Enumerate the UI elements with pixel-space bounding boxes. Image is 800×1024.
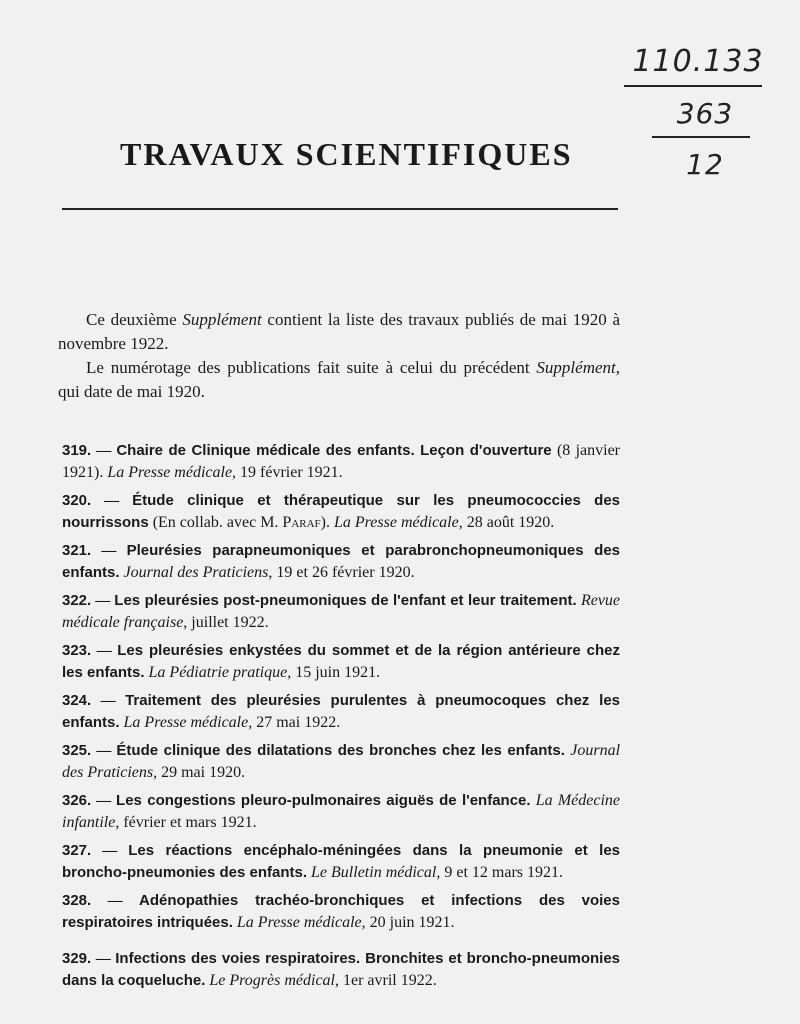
entry-title: Pleurésies parapneumoniques et parabronchopneumoniques des enfants. xyxy=(62,542,621,581)
entry-title: Adénopathies trachéo-bronchiques et infections des voies respiratoires intriquées. xyxy=(62,892,620,931)
entry-dash: — xyxy=(95,593,115,609)
entry-dash: — xyxy=(100,693,126,709)
intro-p2-em: Supplément xyxy=(536,358,616,377)
entry-post: , février et mars 1921. xyxy=(115,814,257,831)
entry-dash: — xyxy=(101,543,127,559)
publication-entry xyxy=(62,948,620,992)
entry-post: , 27 mai 1922. xyxy=(248,714,341,731)
entry-dash: — xyxy=(104,493,133,509)
intro-p2-b: , qui date de mai 1920. xyxy=(58,358,620,401)
title-divider xyxy=(62,208,618,210)
publication-entry xyxy=(62,840,620,884)
page-title: TRAVAUX SCIENTIFIQUES xyxy=(120,136,573,172)
entry-title: Étude clinique et thérapeutique sur les pneumococcies des nourrissons xyxy=(62,492,621,531)
entry-post: , 28 août 1920. xyxy=(458,514,555,531)
entry-source: Le Bulletin médical xyxy=(311,864,437,881)
entry-number: 319. xyxy=(62,442,92,459)
publication-entry xyxy=(62,690,620,734)
publication-entry xyxy=(62,440,620,484)
handwritten-rule-2 xyxy=(652,136,750,138)
entry-dash: — xyxy=(96,443,117,459)
entry-pre2: ). xyxy=(320,514,334,531)
handwritten-rule xyxy=(624,85,762,87)
publication-entry xyxy=(62,540,620,584)
entry-dash: — xyxy=(107,893,140,909)
entry-post: , 29 mai 1920. xyxy=(153,764,246,781)
entry-source: La Presse médicale xyxy=(107,464,233,481)
entry-post: , 19 février 1921. xyxy=(232,464,343,481)
entry-number: 322. xyxy=(62,592,92,609)
entry-title: Les pleurésies enkystées du sommet et de la région antérieure chez les enfants. xyxy=(62,642,621,681)
entry-source: Journal des Praticiens xyxy=(123,564,269,581)
publication-entry xyxy=(62,490,620,534)
entry-number: 329. xyxy=(62,950,92,967)
entry-dash: — xyxy=(96,793,117,809)
entry-source: La Presse médicale xyxy=(334,514,459,531)
intro-p1-a: Ce deuxième xyxy=(86,310,183,329)
entry-number: 323. xyxy=(62,642,92,659)
entry-number: 328. xyxy=(62,892,92,909)
intro-p1-em: Supplément xyxy=(182,310,262,329)
entry-dash: — xyxy=(96,743,117,759)
handwritten-number-3: 12 xyxy=(686,148,724,181)
intro-paragraph-1 xyxy=(58,308,620,356)
entry-source: Le Progrès médical xyxy=(209,972,335,989)
entry-number: 320. xyxy=(62,492,92,509)
entry-number: 326. xyxy=(62,792,92,809)
entry-source: La Médecine infantile xyxy=(62,792,620,831)
handwritten-number-2: 363 xyxy=(676,97,734,130)
entry-number: 325. xyxy=(62,742,92,759)
entry-title: Traitement des pleurésies purulentes à pneumocoques chez les enfants. xyxy=(62,692,621,731)
entry-title: Infections des voies respiratoires. Bronchites et broncho-pneumonies dans la coqueluche. xyxy=(62,950,621,989)
publication-list xyxy=(62,440,620,998)
entry-post: , 15 juin 1921. xyxy=(287,664,381,681)
entry-source: La Pédiatrie pratique xyxy=(148,664,288,681)
publication-entry xyxy=(62,790,620,834)
entry-source: La Presse médicale xyxy=(236,914,362,931)
entry-pre: (En collab. avec M. xyxy=(148,514,283,531)
entry-post: , juillet 1922. xyxy=(183,614,269,631)
intro-p2-a: Le numérotage des publications fait suite à celui du précédent xyxy=(86,358,537,377)
entry-post: , 1er avril 1922. xyxy=(334,972,437,989)
handwritten-annotation xyxy=(618,44,768,181)
entry-title: Les pleurésies post-pneumoniques de l'enfant et leur traitement. xyxy=(114,592,577,609)
entry-title: Les réactions encéphalo-méningées dans la pneumonie et les broncho-pneumonies des enfants. xyxy=(62,842,621,881)
entry-source: La Presse médicale xyxy=(123,714,249,731)
entry-number: 324. xyxy=(62,692,92,709)
entry-post: , 9 et 12 mars 1921. xyxy=(436,864,563,881)
publication-entry xyxy=(62,640,620,684)
entry-dash: — xyxy=(102,843,129,859)
entry-dash: — xyxy=(96,643,118,659)
intro-text xyxy=(58,308,620,404)
entry-title: Les congestions pleuro-pulmonaires aiguës de l'enfance. xyxy=(116,792,531,809)
publication-entry xyxy=(62,740,620,784)
publication-entry xyxy=(62,890,620,934)
publication-entry xyxy=(62,590,620,634)
entry-source: Revue médicale française xyxy=(62,592,621,631)
intro-p1-b: contient la liste des travaux publiés de mai 1920 à novembre 1922. xyxy=(58,310,621,353)
entry-post: , 19 et 26 février 1920. xyxy=(268,564,415,581)
handwritten-number-1: 110.133 xyxy=(632,44,764,79)
entry-author: Paraf xyxy=(282,514,321,531)
entry-title: Étude clinique des dilatations des bronches chez les enfants. xyxy=(116,742,565,759)
entry-title: Chaire de Clinique médicale des enfants. Leçon d'ouverture xyxy=(116,442,552,459)
entry-source: Journal des Praticiens xyxy=(62,742,621,781)
entry-dash: — xyxy=(95,951,116,967)
entry-number: 327. xyxy=(62,842,92,859)
entry-number: 321. xyxy=(62,542,92,559)
intro-paragraph-2 xyxy=(58,356,620,404)
entry-pre: (8 janvier 1921). xyxy=(62,442,621,481)
entry-post: , 20 juin 1921. xyxy=(361,914,455,931)
